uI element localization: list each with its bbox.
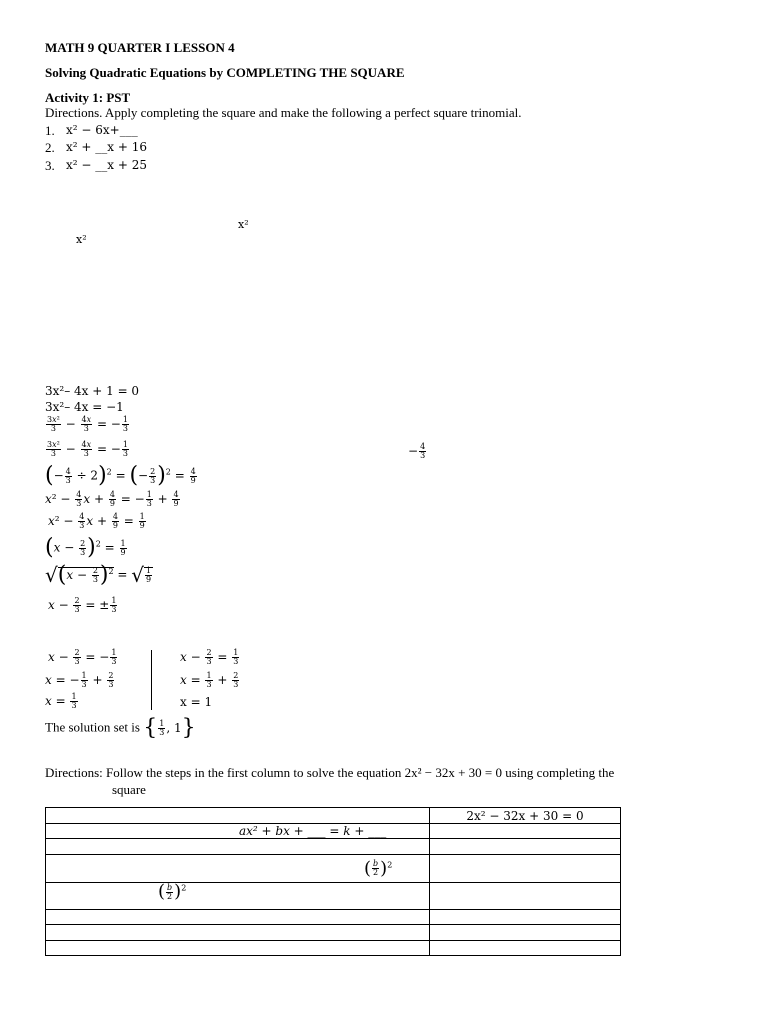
table-cell[interactable]	[46, 925, 430, 941]
table-cell[interactable]	[46, 941, 430, 956]
table-row	[46, 824, 621, 839]
fraction-denominator: 3	[420, 451, 426, 460]
table-cell[interactable]	[430, 883, 621, 910]
table-cell[interactable]	[430, 910, 621, 925]
solution-set: The solution set is { $\frac{1}{3}$ , 1}	[45, 715, 196, 740]
solution-step-9: √(x − $\frac{2}{3}$ )$^2$ = √ $\frac{1}{9}$	[45, 562, 152, 587]
table-cell[interactable]	[46, 910, 430, 925]
lesson-title: MATH 9 QUARTER I LESSON 4	[45, 40, 235, 55]
table-row	[46, 925, 621, 941]
table-cell[interactable]	[430, 925, 621, 941]
case-1-step-1: x − $\frac{2}{3}$ = − $\frac{1}{3}$	[48, 648, 117, 666]
table-cell[interactable]	[430, 941, 621, 956]
solution-set-label: The solution set is	[45, 719, 140, 735]
item-expression-1: x² − 6x+___	[66, 123, 138, 137]
solution-step-4: $\frac{\text{3x²}}{3}$ − $\frac{4x}{3}$ = − $\frac{1}{3}$	[47, 440, 128, 458]
table-cell[interactable]	[46, 839, 430, 855]
solution-step-1: 3x²– 4x + 1 = 0	[45, 384, 140, 398]
table-row	[46, 941, 621, 956]
table-cell-b-over-2-squared-alt: ( $\frac{b}{2}$ )$^2$	[46, 883, 430, 910]
steps-table	[45, 807, 621, 956]
directions-2-continued: square	[112, 782, 146, 797]
solution-step-8: (x − $\frac{2}{3}$ )$^2$ = $\frac{1}{9}$	[45, 535, 126, 560]
stray-negative-fraction: − $\frac{4}{3}$	[408, 442, 426, 460]
stray-x-squared-a: x²	[238, 218, 249, 231]
table-cell[interactable]	[430, 855, 621, 883]
activity-title: Activity 1: PST	[45, 90, 131, 105]
case-1-step-2: x = − $\frac{1}{3}$ + $\frac{2}{3}$	[45, 671, 114, 689]
table-header-equation: 2x² − 32x + 30 = 0	[430, 808, 621, 824]
item-number-3: 3.	[45, 158, 55, 173]
item-expression-2: x² + __x + 16	[66, 140, 147, 154]
item-number-2: 2.	[45, 140, 55, 155]
solution-step-7: x² − $\frac{4}{3}$ x + $\frac{4}{9}$ = $\frac{1}{9}$	[48, 512, 145, 530]
table-row	[46, 855, 621, 883]
table-cell-b-over-2-squared: ( $\frac{b}{2}$ )$^2$	[46, 855, 430, 883]
solution-step-2: 3x²– 4x = −1	[45, 400, 124, 414]
solution-step-6: x² − $\frac{4}{3}$ x + $\frac{4}{9}$ = − $\frac{1}{3}$ + $\frac{4}{9}$	[45, 490, 179, 508]
lesson-subtitle: Solving Quadratic Equations by COMPLETING THE SQUARE	[45, 65, 405, 80]
table-cell[interactable]	[46, 808, 430, 824]
item-expression-3: x² − __x + 25	[66, 158, 147, 172]
case-1-step-3: x = $\frac{1}{3}$	[45, 692, 77, 710]
activity-directions: Directions. Apply completing the square and make the following a perfect square trinomial.	[45, 105, 522, 120]
table-row	[46, 883, 621, 910]
case-2-step-3: x = 1	[180, 695, 213, 709]
table-cell[interactable]	[430, 839, 621, 855]
table-cell-formula: ax² + bx + ___ = k + ___	[46, 824, 430, 839]
solution-step-3: $\frac{\text{3x²}}{3}$ − $\frac{4x}{3}$ = − $\frac{1}{3}$	[47, 415, 128, 433]
item-number-1: 1.	[45, 123, 55, 138]
table-row	[46, 839, 621, 855]
table-cell[interactable]	[430, 824, 621, 839]
solution-step-10: x − $\frac{2}{3}$ = ± $\frac{1}{3}$	[48, 596, 117, 614]
solution-step-5: (− $\frac{4}{3}$ ÷ 2)$^2$ = (− $\frac{2}{3}$ )$^2$ = $\frac{4}{9}$	[45, 463, 196, 488]
case-divider	[151, 650, 152, 710]
table-row	[46, 808, 621, 824]
fraction-numerator: 4	[420, 442, 426, 451]
table-row	[46, 910, 621, 925]
stray-x-squared-b: x²	[76, 233, 87, 246]
directions-2: Directions: Follow the steps in the first column to solve the equation 2x² − 32x + 30 = 0 using completing the	[45, 765, 615, 780]
case-2-step-1: x − $\frac{2}{3}$ = $\frac{1}{3}$	[180, 648, 239, 666]
case-2-step-2: x = $\frac{1}{3}$ + $\frac{2}{3}$	[180, 671, 239, 689]
